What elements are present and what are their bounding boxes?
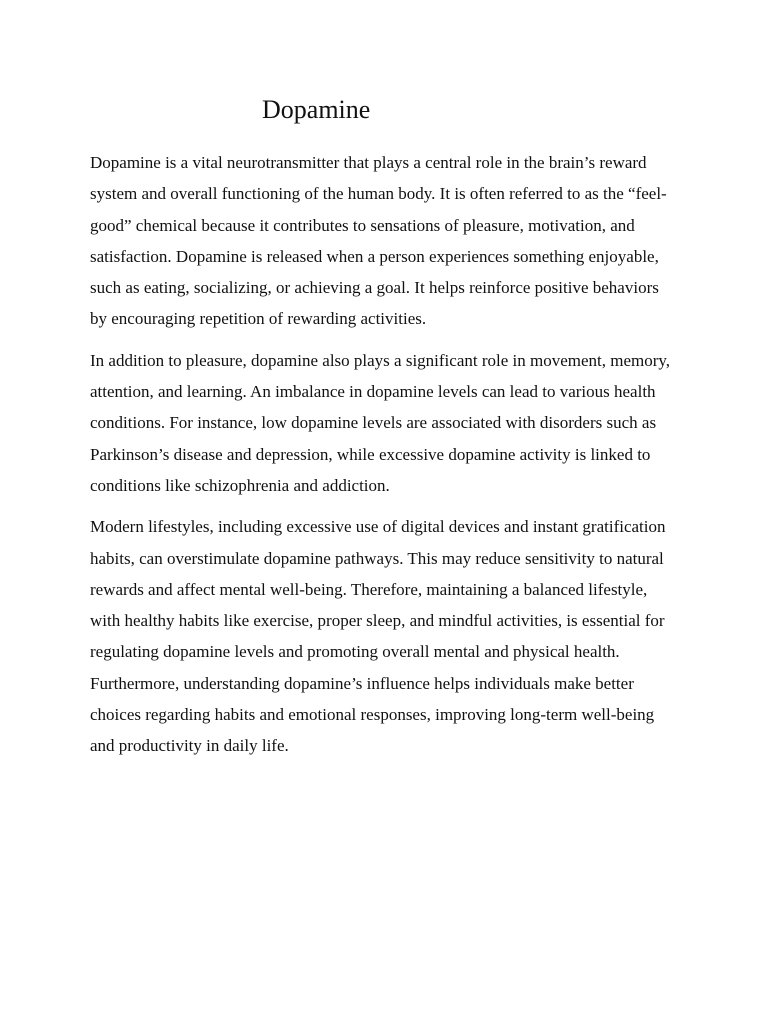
paragraph-2: In addition to pleasure, dopamine also plays a significant role in movement, memory, attention, and learning. An imbalance in dopamine levels can lead to various health conditions. For instance, low dopamine levels are associated with disorders such as Parkinson’s disease and depression, while excessive dopamine activity is linked to conditions like schizophrenia and addiction. bbox=[90, 350, 671, 495]
paragraph-1: Dopamine is a vital neurotransmitter that plays a central role in the brain’s reward system and overall functioning of the human body. It is often referred to as the “feel-good” chemical because it contributes to sensations of pleasure, motivation, and satisfaction. Dopamine is released when a person experiences something enjoyable, such as eating, socializing, or achieving a goal. It helps reinforce positive behaviors by encouraging repetition of rewarding activities. bbox=[90, 153, 667, 329]
document-body bbox=[90, 147, 676, 772]
document-title: Dopamine bbox=[262, 95, 371, 124]
paragraph-3: Modern lifestyles, including excessive use of digital devices and instant gratification habits, can overstimulate dopamine pathways. This may reduce sensitivity to natural rewards and affect mental well-being. Therefore, maintaining a balanced lifestyle, with healthy habits like exercise, proper sleep, and mindful activities, is essential for regulating dopamine levels and promoting overall mental and physical health. Furthermore, understanding dopamine’s influence helps individuals make better choices regarding habits and emotional responses, improving long-term well-being and productivity in daily life. bbox=[90, 517, 666, 756]
